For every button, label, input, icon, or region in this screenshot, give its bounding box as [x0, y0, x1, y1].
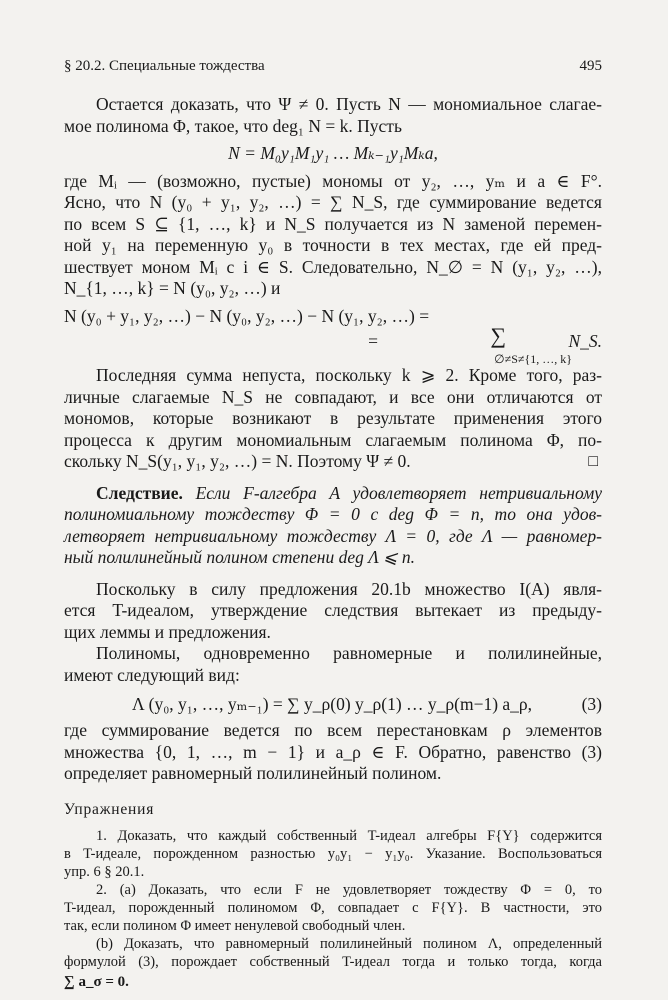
paragraph-2-line-1: где Mᵢ — (возможно, пустые) мономы от y₂, …, yₘ и a ∈ F°.	[64, 170, 602, 191]
equation-3	[64, 692, 602, 720]
equation-3-body: Λ (y₀, y₁, …, yₘ₋₁) = ∑ y_ρ(0) y_ρ(1) … y_ρ(m−1) a_ρ,	[132, 694, 533, 714]
equation-3-number: (3)	[581, 694, 602, 714]
paragraph-3-line-2: личные слагаемые N_S не совпадают, и все они отличаются от	[64, 386, 602, 407]
corollary-line-1-text: Если F-алгебра A удовлетворяет нетривиальному	[195, 482, 603, 503]
paragraph-3-line-1: Последняя сумма непуста, поскольку k ⩾ 2. Кроме того, раз-	[96, 365, 602, 385]
equation-2-equals: =	[368, 331, 378, 351]
paragraph-5-line-1: Полиномы, одновременно равномерные и полилинейные,	[96, 643, 602, 663]
qed-symbol: □	[588, 453, 598, 470]
corollary-line-3: летворяет нетривиальному тождеству Λ = 0, где Λ — равномер-	[64, 525, 602, 546]
exercise-2-line-2: T-идеал, порожденный полиномом Φ, совпадает с F{Y}. В частности, это	[64, 899, 602, 916]
exercises-title: Упражнения	[64, 800, 155, 818]
paragraph-4-line-2: ется T-идеалом, утверждение следствия вытекает из предыду-	[64, 600, 602, 620]
corollary-line-2: полиномиальному тождеству Φ = 0 с deg Φ = n, то она удов-	[64, 504, 602, 524]
section-header: § 20.2. Специальные тождества	[64, 58, 265, 74]
paragraph-3-line-3: мономов, которые возникают в результате применения этого	[64, 408, 602, 428]
paragraph-5-line-2: имеют следующий вид:	[64, 664, 240, 685]
equation-2-sum-range: ∅≠S≠{1, …, k}	[494, 352, 572, 366]
paragraph-2-line-3: по всем S ⊆ {1, …, k} и N_S получается из N заменой перемен-	[64, 213, 602, 234]
paragraph-6-line-2: множества {0, 1, …, m − 1} и a_ρ ∈ F. Обратно, равенство (3)	[64, 741, 602, 762]
page-number: 495	[579, 58, 602, 74]
equation-2-sum-sign: ∑	[490, 323, 506, 348]
exercise-1-line-3: упр. 6 § 20.1.	[64, 863, 145, 880]
exercise-2-line-4: (b) Доказать, что равномерный полилинейный полином Λ, определенный	[96, 935, 602, 952]
equation-2-line-2	[64, 323, 602, 366]
equation-2-line-1: N (y₀ + y₁, y₂, …) − N (y₀, y₂, …) − N (y₁, y₂, …) =	[64, 305, 430, 326]
equation-1: N = M₀y₁M₁y₁ … Mₖ₋₁y₁Mₖa,	[228, 143, 438, 163]
exercise-1-line-2: в T-идеале, порожденном разностью y₀y₁ − y₁y₀. Указание. Воспользоваться	[64, 845, 602, 862]
paragraph-6-line-1: где суммирование ведется по всем перестановкам ρ элементов	[64, 720, 602, 740]
paragraph-3-line-5-text: скольку N_S(y₁, y₁, y₂, …) = N. Поэтому Ψ ≠ 0.	[64, 451, 411, 471]
paragraph-1-line-1: Остается доказать, что Ψ ≠ 0. Пусть N — мономиальное слагае-	[96, 94, 602, 114]
exercise-2-line-1: 2. (a) Доказать, что если F не удовлетворяет тождеству Φ = 0, то	[96, 881, 602, 898]
paragraph-2-line-5: шествует моном Mᵢ с i ∈ S. Следовательно, N_∅ = N (y₁, y₂, …),	[64, 256, 602, 277]
corollary-label: Следствие.	[96, 482, 183, 503]
paragraph-2-line-6: N_{1, …, k} = N (y₀, y₂, …) и	[64, 278, 281, 298]
exercise-1-line-1: 1. Доказать, что каждый собственный T-идеал алгебры F{Y} содержится	[96, 827, 602, 844]
equation-2-term: N_S.	[568, 331, 602, 351]
page-body	[64, 94, 602, 991]
corollary-line-4: ный полилинейный полином степени deg Λ ⩽ n.	[64, 547, 416, 567]
corollary-line-1	[64, 483, 602, 505]
paragraph-3-line-5	[64, 451, 602, 473]
paragraph-1-line-2: мое полинома Φ, такое, что deg₁ N = k. Пусть	[64, 115, 402, 136]
running-header	[64, 58, 602, 82]
exercise-2-line-6: ∑ a_σ = 0.	[64, 973, 129, 990]
exercise-2-line-3: так, если полином Φ имеет ненулевой свободный член.	[64, 917, 406, 934]
paragraph-6-line-3: определяет равномерный полилинейный полином.	[64, 763, 442, 783]
paragraph-4-line-1: Поскольку в силу предложения 20.1b множество I(A) явля-	[96, 578, 602, 599]
paragraph-3-line-4: процесса к другим мономиальным слагаемым полинома Φ, по-	[64, 429, 602, 450]
paragraph-2-line-2: Ясно, что N (y₀ + y₁, y₂, …) = ∑ N_S, где суммирование ведется	[64, 192, 602, 212]
paragraph-2-line-4: ной y₁ на переменную y₀ в точности в тех местах, где ей пред-	[64, 235, 602, 255]
paragraph-4-line-3: щих леммы и предложения.	[64, 621, 271, 642]
exercise-2-line-5: формулой (3), порождает собственный T-идеал тогда и только тогда, когда	[64, 953, 602, 970]
